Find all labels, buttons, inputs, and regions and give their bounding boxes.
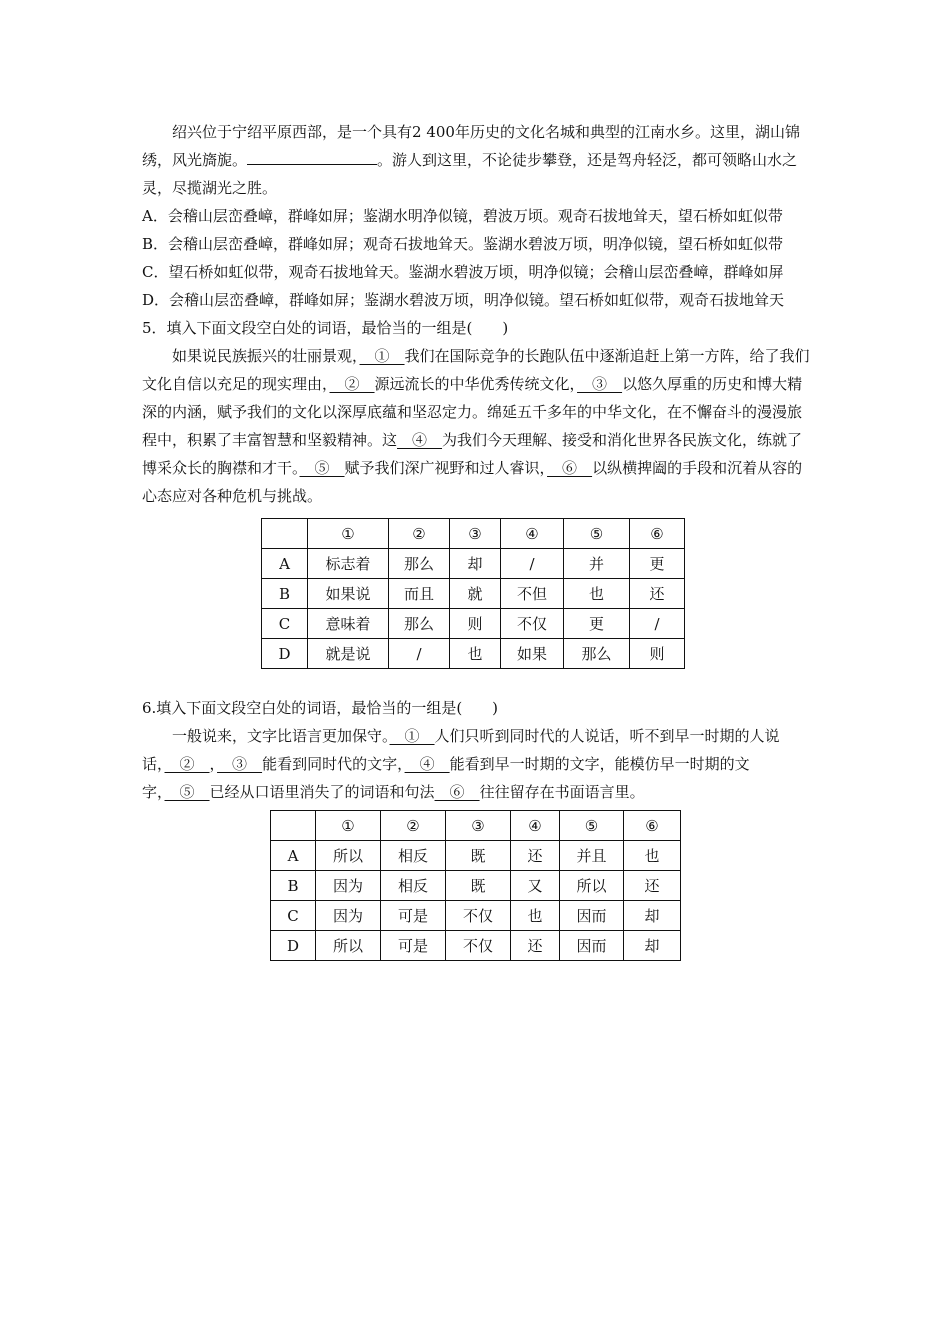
q6-title: 6.填入下面文段空白处的词语，最恰当的一组是( ) (142, 699, 499, 717)
table-cell: 标志着 (308, 549, 389, 579)
table-cell (262, 519, 308, 549)
table-cell: 不仅 (446, 901, 511, 931)
q4-option-d: D．会稽山层峦叠嶂，群峰如屏；鉴湖水碧波万顷，明净似镜。望石桥如虹似带，观奇石拔地耸天 (142, 291, 785, 309)
table-cell: 因而 (560, 931, 624, 961)
document-page (142, 118, 810, 961)
table-cell: 还 (624, 871, 681, 901)
q5-text-3: 源远流长的中华优秀传统文化， (374, 375, 578, 393)
table-cell: 相反 (381, 871, 446, 901)
q5-blank-1: ① (359, 347, 405, 365)
q5-text-7: 以纵横捭阖的手段和沉着从容的心态应对各种危机与挑战。 (142, 459, 803, 505)
q5-text-2: 我们在国际竞争的长跑队伍中逐渐追赶上第一方阵，给了我们文化自信以充足的现实理由， (142, 347, 810, 393)
table-cell: 所以 (316, 931, 381, 961)
table-cell: 更 (630, 549, 685, 579)
q5-text-4: 以悠久厚重的历史和博大精深的内涵，赋予我们的文化以深厚底蕴和坚忍定力。绵延五千多年的中华文化，在不懈奋斗的漫漫旅程中，积累了丰富智慧和坚毅精神。这 (142, 375, 803, 449)
table-cell: ② (381, 811, 446, 841)
table-cell: ⑤ (560, 811, 624, 841)
table-cell: 那么 (389, 549, 450, 579)
table-header-row (271, 811, 681, 841)
table-cell: / (389, 639, 450, 669)
q6-text-5: 能看到早一时期的文字，能模仿早一时期的文字， (142, 755, 750, 801)
table-cell: ① (308, 519, 389, 549)
table-cell: 就是说 (308, 639, 389, 669)
table-cell: 因为 (316, 901, 381, 931)
table-cell: 因而 (560, 901, 624, 931)
q5-blank-2: ② (329, 375, 375, 393)
q4-option-c: C．望石桥如虹似带，观奇石拔地耸天。鉴湖水碧波万顷，明净似镜；会稽山层峦叠嶂，群峰如屏 (142, 263, 784, 281)
table-cell: 而且 (389, 579, 450, 609)
table-cell: ② (389, 519, 450, 549)
table-cell: ④ (511, 811, 560, 841)
table-cell: 所以 (560, 871, 624, 901)
table-cell: 因为 (316, 871, 381, 901)
table-cell: 不仅 (446, 931, 511, 961)
q6-blank-2: ② (164, 755, 210, 773)
table-cell: ⑤ (564, 519, 630, 549)
table-cell: 并且 (560, 841, 624, 871)
q6-blank-6: ⑥ (434, 783, 480, 801)
q6-passage (142, 722, 810, 806)
table-cell: 却 (624, 901, 681, 931)
table-cell: 那么 (564, 639, 630, 669)
q6-blank-1: ① (389, 727, 435, 745)
q6-text-1: 一般说来，文字比语言更加保守。 (172, 727, 390, 745)
q6-options-table (270, 810, 681, 961)
table-cell: 也 (624, 841, 681, 871)
table-cell: 不但 (501, 579, 564, 609)
table-cell: 并 (564, 549, 630, 579)
table-cell: 则 (450, 609, 501, 639)
q6-blank-5: ⑤ (164, 783, 210, 801)
table-cell: ⑥ (630, 519, 685, 549)
table-cell: 还 (511, 931, 560, 961)
table-cell: D (262, 639, 308, 669)
q4-option-b: B．会稽山层峦叠嶂，群峰如屏；观奇石拔地耸天。鉴湖水碧波万顷，明净似镜，望石桥如虹似带 (142, 235, 784, 253)
table-row (271, 901, 681, 931)
table-cell: 既 (446, 871, 511, 901)
table-cell: 就 (450, 579, 501, 609)
table-row (262, 579, 685, 609)
q5-blank-4: ④ (397, 431, 443, 449)
q6-text-2: 人们只听到同时代的人说话，听不到早一时期的人说话， (142, 727, 780, 773)
q4-option-a: A．会稽山层峦叠嶂，群峰如屏；鉴湖水明净似镜，碧波万顷。观奇石拔地耸天，望石桥如虹似带 (142, 207, 783, 225)
table-cell: 又 (511, 871, 560, 901)
table-cell: B (262, 579, 308, 609)
q6-text-4: 能看到同时代的文字， (262, 755, 405, 773)
q5-text-1: 如果说民族振兴的壮丽景观， (172, 347, 360, 365)
q5-passage (142, 342, 810, 510)
table-cell: 则 (630, 639, 685, 669)
table-cell: 如果 (501, 639, 564, 669)
q5-text-5: 为我们今天理解、接受和消化世界各民族文化，练就了博采众长的胸襟和才干。 (142, 431, 803, 477)
table-cell: / (630, 609, 685, 639)
table-cell: 也 (564, 579, 630, 609)
table-cell: 所以 (316, 841, 381, 871)
table-cell: 也 (511, 901, 560, 931)
q5-options-table (261, 518, 685, 669)
table-cell: 还 (630, 579, 685, 609)
table-cell: ① (316, 811, 381, 841)
table-cell: 也 (450, 639, 501, 669)
table-cell: 却 (450, 549, 501, 579)
table-row (271, 871, 681, 901)
table-cell: ③ (446, 811, 511, 841)
table-row (262, 609, 685, 639)
table-cell: 那么 (389, 609, 450, 639)
table-cell: A (262, 549, 308, 579)
table-header-row (262, 519, 685, 549)
q4-answer-blank (247, 147, 377, 165)
q6-blank-3: ③ (217, 755, 263, 773)
table-cell: ③ (450, 519, 501, 549)
q6-text-6: 已经从口语里消失了的词语和句法 (209, 783, 435, 801)
table-cell (271, 811, 316, 841)
table-row (262, 639, 685, 669)
table-cell: ④ (501, 519, 564, 549)
table-cell: 不仅 (501, 609, 564, 639)
table-cell: A (271, 841, 316, 871)
table-cell: 却 (624, 931, 681, 961)
q4-passage-end: 。游人到这里，不论徒步攀登，还是驾舟轻泛，都可领略山水之灵，尽揽湖光之胜。 (142, 151, 798, 197)
q5-blank-6: ⑥ (547, 459, 593, 477)
q4-passage (142, 118, 810, 202)
table-cell: C (262, 609, 308, 639)
table-cell: / (501, 549, 564, 579)
table-cell: 相反 (381, 841, 446, 871)
table-cell: 意味着 (308, 609, 389, 639)
table-cell: D (271, 931, 316, 961)
table-cell: C (271, 901, 316, 931)
table-cell: 还 (511, 841, 560, 871)
table-row (262, 549, 685, 579)
q5-blank-5: ⑤ (299, 459, 345, 477)
table-cell: 可是 (381, 901, 446, 931)
q5-blank-3: ③ (577, 375, 623, 393)
table-cell: B (271, 871, 316, 901)
table-cell: 如果说 (308, 579, 389, 609)
q5-text-6: 赋予我们深广视野和过人睿识， (344, 459, 548, 477)
table-cell: ⑥ (624, 811, 681, 841)
table-row (271, 841, 681, 871)
table-row (271, 931, 681, 961)
q6-text-7: 往往留存在书面语言里。 (479, 783, 645, 801)
q6-text-3: ， (209, 755, 218, 773)
q4-passage-start: 绍兴位于宁绍平原西部，是一个具有2 400年历史的文化名城和典型的江南水乡。这里，湖山锦绣，风光旖旎。 (142, 123, 800, 169)
q5-title: 5．填入下面文段空白处的词语，最恰当的一组是( ) (142, 319, 509, 337)
table-cell: 更 (564, 609, 630, 639)
table-cell: 既 (446, 841, 511, 871)
table-cell: 可是 (381, 931, 446, 961)
q6-blank-4: ④ (404, 755, 450, 773)
